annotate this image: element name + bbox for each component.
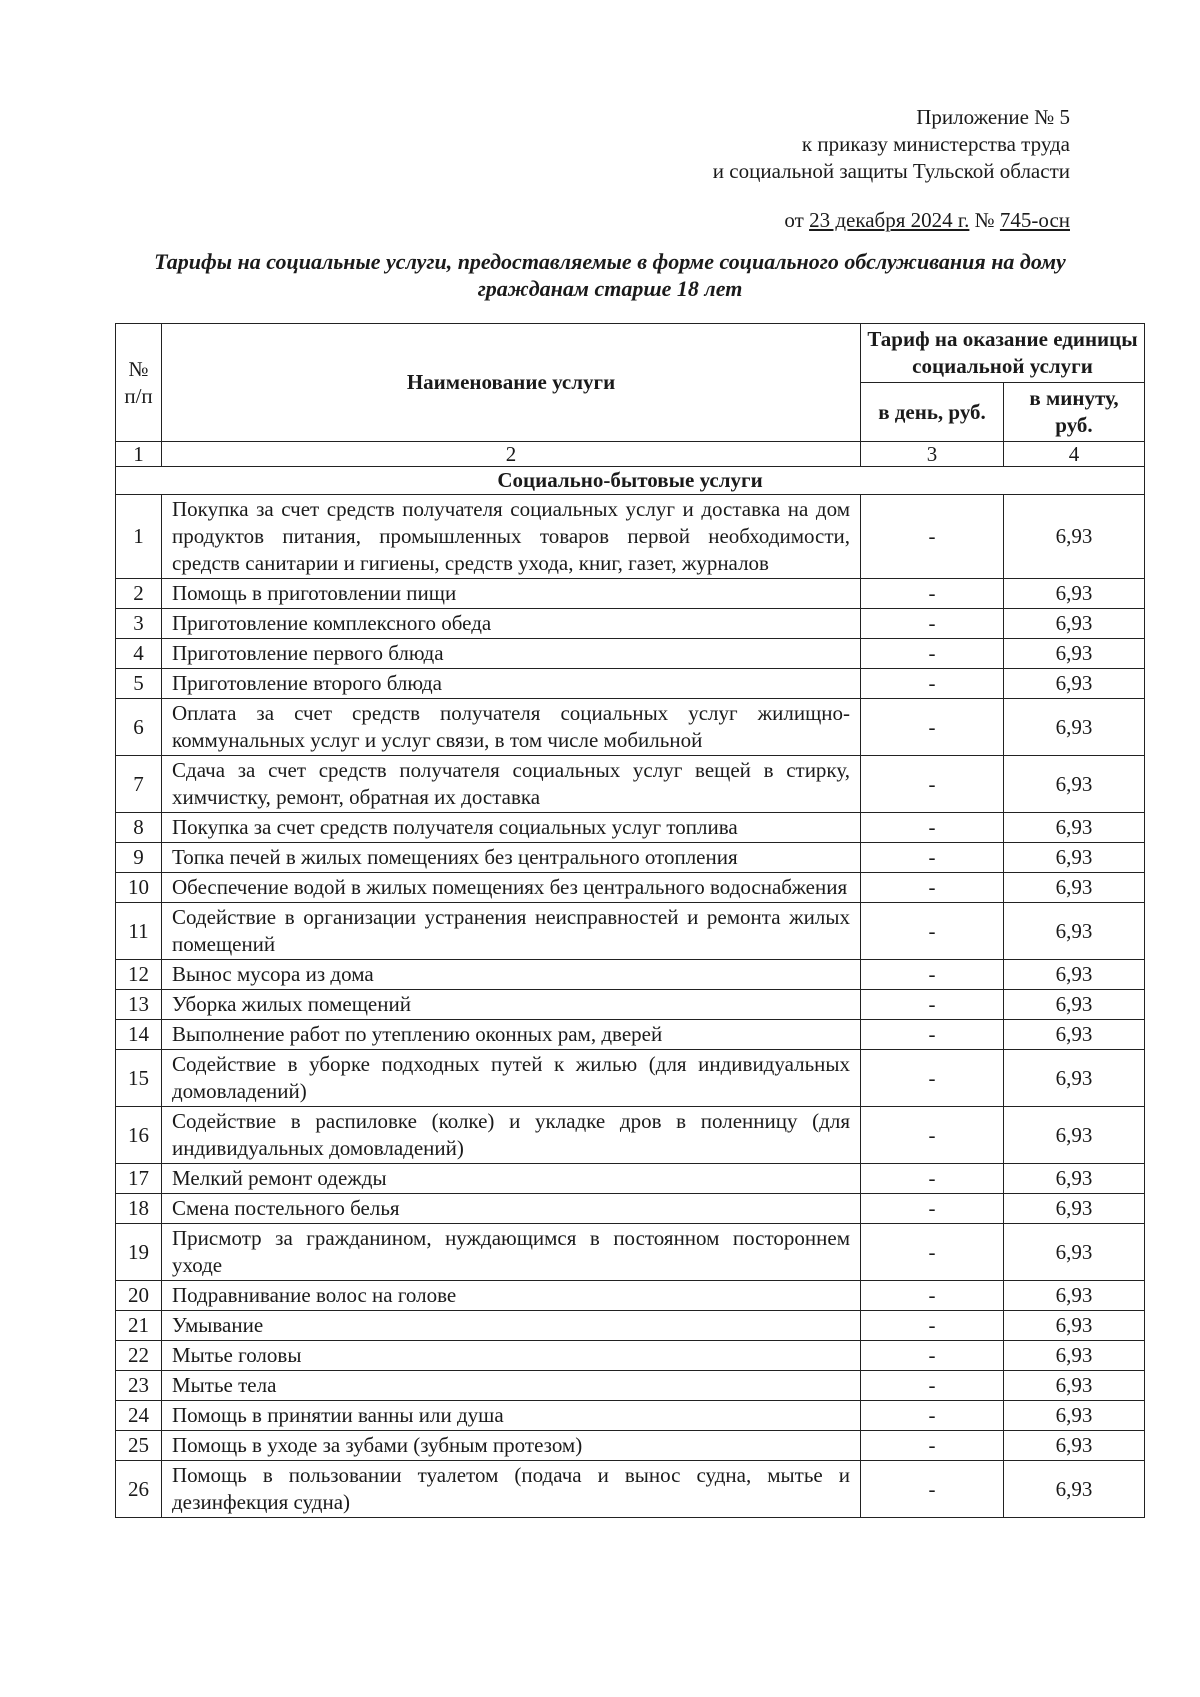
table-row: [116, 495, 1145, 579]
tariff-per-minute: 6,93: [1004, 960, 1145, 990]
service-name: Помощь в уходе за зубами (зубным протезом): [162, 1431, 861, 1461]
table-row: [116, 813, 1145, 843]
tariff-per-day: -: [861, 873, 1004, 903]
row-number: 11: [116, 903, 162, 960]
tariff-per-day: -: [861, 1311, 1004, 1341]
document-title: Тарифы на социальные услуги, предоставляемые в форме социального обслуживания на дому гражданам старше 18 лет: [154, 249, 1066, 301]
tariff-per-day: -: [861, 669, 1004, 699]
number-prefix: №: [969, 208, 1000, 232]
tariff-per-day: -: [861, 1050, 1004, 1107]
header-num: № п/п: [116, 324, 162, 442]
table-row: [116, 960, 1145, 990]
table-row: [116, 639, 1145, 669]
table-row: [116, 1224, 1145, 1281]
table-row: [116, 1401, 1145, 1431]
service-name: Мытье головы: [162, 1341, 861, 1371]
table-row: [116, 1107, 1145, 1164]
tariff-per-minute: 6,93: [1004, 639, 1145, 669]
colnum-1: 1: [116, 442, 162, 467]
annex-header: [713, 104, 1070, 234]
row-number: 1: [116, 495, 162, 579]
row-number: 18: [116, 1194, 162, 1224]
row-number: 8: [116, 813, 162, 843]
date-prefix: от: [784, 208, 810, 232]
tariff-per-minute: 6,93: [1004, 579, 1145, 609]
order-date: 23 декабря 2024 г.: [809, 208, 970, 232]
row-number: 19: [116, 1224, 162, 1281]
tariff-per-day: -: [861, 756, 1004, 813]
header-tariff: Тариф на оказание единицы социальной услуги: [861, 324, 1145, 383]
tariff-per-minute: 6,93: [1004, 990, 1145, 1020]
tariff-per-day: -: [861, 903, 1004, 960]
row-number: 5: [116, 669, 162, 699]
tariff-per-day: -: [861, 495, 1004, 579]
tariff-per-minute: 6,93: [1004, 1401, 1145, 1431]
service-name: Выполнение работ по утеплению оконных рам, дверей: [162, 1020, 861, 1050]
tariff-per-day: -: [861, 960, 1004, 990]
service-name: Покупка за счет средств получателя социальных услуг топлива: [162, 813, 861, 843]
service-name: Содействие в уборке подходных путей к жилью (для индивидуальных домовладений): [162, 1050, 861, 1107]
service-name: Подравнивание волос на голове: [162, 1281, 861, 1311]
service-name: Уборка жилых помещений: [162, 990, 861, 1020]
tariff-per-day: -: [861, 1224, 1004, 1281]
row-number: 15: [116, 1050, 162, 1107]
tariff-per-minute: 6,93: [1004, 699, 1145, 756]
tariff-per-day: -: [861, 1281, 1004, 1311]
colnum-3: 3: [861, 442, 1004, 467]
annex-date-line: [713, 207, 1070, 234]
tariff-per-minute: 6,93: [1004, 1224, 1145, 1281]
table-row: [116, 669, 1145, 699]
tariff-per-minute: 6,93: [1004, 1341, 1145, 1371]
table-row: [116, 843, 1145, 873]
service-name: Содействие в организации устранения неисправностей и ремонта жилых помещений: [162, 903, 861, 960]
row-number: 3: [116, 609, 162, 639]
tariff-per-day: -: [861, 1341, 1004, 1371]
service-name: Оплата за счет средств получателя социальных услуг жилищно-коммунальных услуг и услуг связи, в том числе мобильной: [162, 699, 861, 756]
service-name: Покупка за счет средств получателя социальных услуг и доставка на дом продуктов питания, промышленных товаров первой необходимости, средств санитарии и гигиены, средств ухода, книг, газет, журналов: [162, 495, 861, 579]
service-name: Сдача за счет средств получателя социальных услуг вещей в стирку, химчистку, ремонт, обратная их доставка: [162, 756, 861, 813]
tariff-per-day: -: [861, 1107, 1004, 1164]
tariff-per-day: -: [861, 1401, 1004, 1431]
row-number: 12: [116, 960, 162, 990]
row-number: 25: [116, 1431, 162, 1461]
service-name: Помощь в пользовании туалетом (подача и вынос судна, мытье и дезинфекция судна): [162, 1461, 861, 1518]
tariff-per-day: -: [861, 639, 1004, 669]
colnum-4: 4: [1004, 442, 1145, 467]
tariff-per-day: -: [861, 1194, 1004, 1224]
tariff-per-day: -: [861, 1020, 1004, 1050]
service-name: Топка печей в жилых помещениях без центрального отопления: [162, 843, 861, 873]
row-number: 14: [116, 1020, 162, 1050]
tariff-per-minute: 6,93: [1004, 1020, 1145, 1050]
tariff-per-minute: 6,93: [1004, 1164, 1145, 1194]
tariff-per-day: -: [861, 990, 1004, 1020]
tariff-per-minute: 6,93: [1004, 903, 1145, 960]
tariff-per-minute: 6,93: [1004, 1050, 1145, 1107]
row-number: 10: [116, 873, 162, 903]
row-number: 24: [116, 1401, 162, 1431]
row-number: 21: [116, 1311, 162, 1341]
column-numbers-row: [116, 442, 1145, 467]
service-name: Вынос мусора из дома: [162, 960, 861, 990]
row-number: 16: [116, 1107, 162, 1164]
tariff-per-minute: 6,93: [1004, 1107, 1145, 1164]
row-number: 6: [116, 699, 162, 756]
tariff-per-minute: 6,93: [1004, 1461, 1145, 1518]
table-row: [116, 873, 1145, 903]
header-per-minute: в минуту, руб.: [1004, 383, 1145, 442]
service-name: Обеспечение водой в жилых помещениях без центрального водоснабжения: [162, 873, 861, 903]
tariff-per-day: -: [861, 1461, 1004, 1518]
service-name: Присмотр за гражданином, нуждающимся в постоянном постороннем уходе: [162, 1224, 861, 1281]
row-number: 26: [116, 1461, 162, 1518]
row-number: 17: [116, 1164, 162, 1194]
service-name: Приготовление комплексного обеда: [162, 609, 861, 639]
service-name: Смена постельного белья: [162, 1194, 861, 1224]
row-number: 7: [116, 756, 162, 813]
tariff-per-minute: 6,93: [1004, 1371, 1145, 1401]
header-name: Наименование услуги: [162, 324, 861, 442]
table-row: [116, 1371, 1145, 1401]
order-number: 745-осн: [999, 208, 1070, 232]
service-name: Мелкий ремонт одежды: [162, 1164, 861, 1194]
tariff-per-minute: 6,93: [1004, 669, 1145, 699]
row-number: 20: [116, 1281, 162, 1311]
table-row: [116, 1050, 1145, 1107]
table-row: [116, 1194, 1145, 1224]
service-name: Приготовление первого блюда: [162, 639, 861, 669]
service-name: Содействие в распиловке (колке) и укладке дров в поленницу (для индивидуальных домовладений): [162, 1107, 861, 1164]
annex-line-3: и социальной защиты Тульской области: [712, 159, 1070, 183]
table-row: [116, 990, 1145, 1020]
table-row: [116, 1461, 1145, 1518]
table-row: [116, 903, 1145, 960]
tariff-per-day: -: [861, 1371, 1004, 1401]
row-number: 4: [116, 639, 162, 669]
table-row: [116, 1281, 1145, 1311]
table-row: [116, 699, 1145, 756]
tariff-per-minute: 6,93: [1004, 1311, 1145, 1341]
header-per-day: в день, руб.: [861, 383, 1004, 442]
service-name: Мытье тела: [162, 1371, 861, 1401]
tariff-per-day: -: [861, 609, 1004, 639]
row-number: 22: [116, 1341, 162, 1371]
tariff-per-day: -: [861, 813, 1004, 843]
row-number: 13: [116, 990, 162, 1020]
tariff-per-day: -: [861, 699, 1004, 756]
row-number: 2: [116, 579, 162, 609]
tariff-per-minute: 6,93: [1004, 813, 1145, 843]
tariff-per-day: -: [861, 1164, 1004, 1194]
tariff-table: [115, 323, 1145, 1518]
tariff-per-day: -: [861, 579, 1004, 609]
tariff-per-day: -: [861, 843, 1004, 873]
tariff-per-day: -: [861, 1431, 1004, 1461]
row-number: 23: [116, 1371, 162, 1401]
table-row: [116, 1164, 1145, 1194]
table-row: [116, 579, 1145, 609]
table-row: [116, 756, 1145, 813]
table-row: [116, 1020, 1145, 1050]
tariff-per-minute: 6,93: [1004, 1194, 1145, 1224]
tariff-per-minute: 6,93: [1004, 843, 1145, 873]
tariff-per-minute: 6,93: [1004, 1281, 1145, 1311]
tariff-per-minute: 6,93: [1004, 756, 1145, 813]
annex-line-2: к приказу министерства труда: [801, 132, 1070, 156]
tariff-per-minute: 6,93: [1004, 609, 1145, 639]
tariff-per-minute: 6,93: [1004, 495, 1145, 579]
annex-line-1: Приложение № 5: [916, 105, 1070, 129]
service-name: Помощь в принятии ванны или душа: [162, 1401, 861, 1431]
service-name: Умывание: [162, 1311, 861, 1341]
service-name: Приготовление второго блюда: [162, 669, 861, 699]
table-row: [116, 1431, 1145, 1461]
colnum-2: 2: [162, 442, 861, 467]
service-name: Помощь в приготовлении пищи: [162, 579, 861, 609]
table-row: [116, 1341, 1145, 1371]
section-title: Социально-бытовые услуги: [116, 467, 1145, 495]
section-row: [116, 467, 1145, 495]
row-number: 9: [116, 843, 162, 873]
tariff-per-minute: 6,93: [1004, 873, 1145, 903]
table-row: [116, 609, 1145, 639]
table-row: [116, 1311, 1145, 1341]
tariff-per-minute: 6,93: [1004, 1431, 1145, 1461]
